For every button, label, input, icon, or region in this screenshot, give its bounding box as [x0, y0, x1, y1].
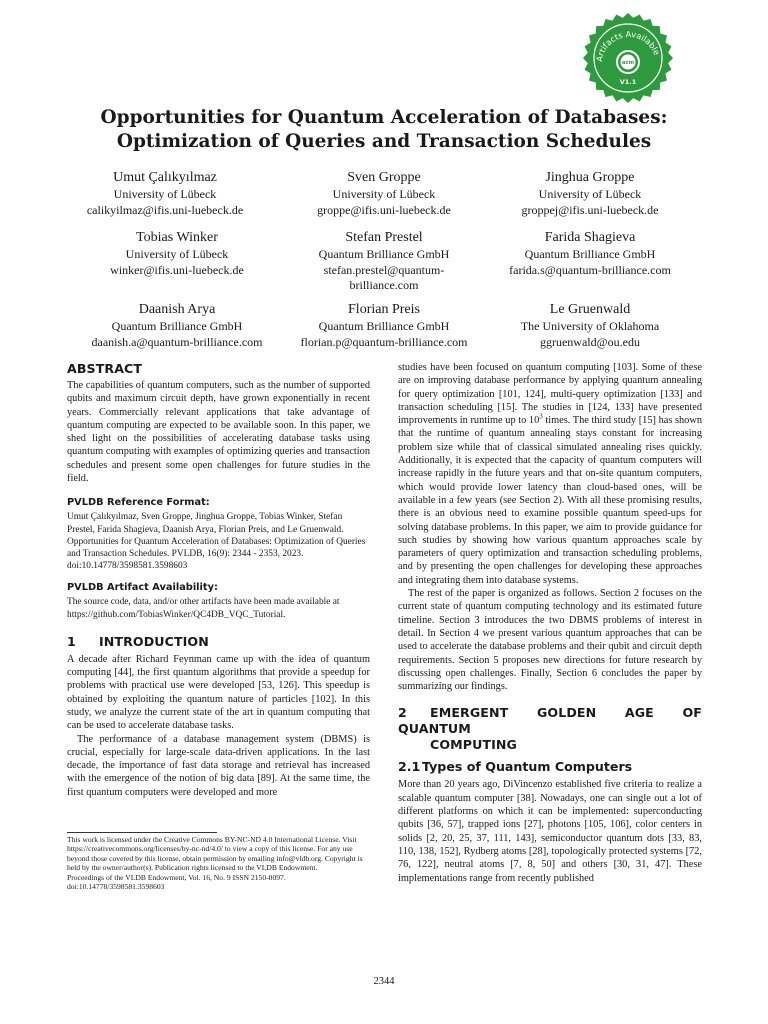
- author-name: Tobias Winker: [136, 230, 218, 245]
- left-column: [67, 361, 370, 799]
- artifacts-available-badge: [582, 12, 674, 104]
- author-block: [269, 169, 499, 218]
- author-name: Le Gruenwald: [549, 302, 631, 317]
- intro-paragraph-1: A decade after Richard Feynman came up with the idea of quantum computing [44], the first quantum algorithms that provide a speedup for problems with practical use were developed [53, 126]. This speedup is obtained by exploiting the quantum nature of particles [102]. In this study, we analyze the current state of the art in quantum computing that can be used to accelerate database tasks.: [67, 653, 370, 732]
- license-footnote: [67, 835, 372, 891]
- right-column: [398, 361, 702, 885]
- author-affiliation: Quantum Brilliance GmbH: [318, 319, 450, 333]
- right-paragraph-1-b: times. The third study [15] has shown that the runtime of quantum annealing stays constant for increasing problem size while that of classical simulated annealing rises quickly. Additionally, it is expected that the capacity of quantum computers will increase rapidly in the future years and that on-site quantum computers, which would provide lower latency than cloud-based ones, will be available in a few years (see Section 2). With all these promising results, there is an obvious need to examine possible quantum speed-ups for solving database problems. In this paper, we aim to provide guidance for such studies by showing how various quantum approaches scale by parameters of query optimization and transaction scheduling problems, and by presenting the open challenges for developing these approaches and integrating them into database systems.: [398, 415, 702, 586]
- reference-format-text: Umut Çalıkyılmaz, Sven Groppe, Jinghua Groppe, Tobias Winker, Stefan Prestel, Farida Shagieva, Daanish Arya, Florian Preis, and Le Gruenwald. Opportunities for Quantum Acceleration of Databases: Optimization of Queries and Transaction Schedules. PVLDB, 16(9): 2344 - 2353, 2023.: [67, 512, 366, 559]
- author-email[interactable]: groppe@ifis.uni-luebeck.de: [317, 202, 451, 217]
- author-block: [62, 229, 292, 278]
- section-number: 2: [398, 705, 407, 721]
- subsection-2-1-heading: [398, 759, 702, 775]
- author-affiliation: Quantum Brilliance GmbH: [111, 319, 243, 333]
- author-affiliation: University of Lübeck: [113, 187, 217, 201]
- author-email[interactable]: calikyilmaz@ifis.uni-luebeck.de: [86, 202, 244, 217]
- author-affiliation: Quantum Brilliance GmbH: [318, 247, 450, 261]
- author-block: [475, 301, 705, 350]
- author-name: Stefan Prestel: [345, 230, 423, 245]
- author-affiliation: University of Lübeck: [538, 187, 642, 201]
- author-affiliation: University of Lübeck: [332, 187, 436, 201]
- footnote-doi[interactable]: doi:10.14778/3598581.3598603: [67, 882, 165, 892]
- title-line-1: Opportunities for Quantum Acceleration of Databases:: [100, 107, 668, 128]
- abstract-heading: ABSTRACT: [67, 361, 143, 376]
- author-name: Farida Shagieva: [544, 230, 636, 245]
- author-email[interactable]: ggruenwald@ou.edu: [539, 334, 641, 349]
- author-block: [50, 169, 280, 218]
- artifact-availability-text: The source code, data, and/or other artifacts have been made available at https://github.com/TobiasWinker/QC4DB_VQC_Tutorial.: [67, 597, 340, 620]
- badge-version-text: V1.1: [619, 78, 637, 86]
- author-email[interactable]: stefan.prestel@quantum-: [323, 262, 445, 277]
- section-2-heading: [398, 705, 702, 753]
- author-affiliation: The University of Oklahoma: [520, 319, 660, 333]
- author-email[interactable]: daanish.a@quantum-brilliance.com: [91, 334, 263, 349]
- author-name: Florian Preis: [348, 302, 420, 317]
- author-name: Umut Çalıkyılmaz: [113, 170, 217, 185]
- author-affiliation: Quantum Brilliance GmbH: [524, 247, 656, 261]
- author-affiliation: University of Lübeck: [125, 247, 229, 261]
- footnote-rule: [67, 832, 217, 833]
- author-email[interactable]: florian.p@quantum-brilliance.com: [300, 334, 468, 349]
- paper-title: [60, 106, 708, 154]
- badge-acm-text: acm: [622, 60, 634, 66]
- page-number: 2344: [373, 976, 395, 987]
- author-email-continued[interactable]: brilliance.com: [349, 278, 419, 292]
- author-block: [269, 229, 499, 294]
- author-block: [475, 229, 705, 278]
- footnote-proceedings: Proceedings of the VLDB Endowment, Vol. 16, No. 9 ISSN 2150-8097.: [67, 872, 286, 882]
- author-name: Sven Groppe: [347, 170, 421, 185]
- subsection-title: Types of Quantum Computers: [422, 759, 633, 775]
- section-1-heading: [67, 634, 370, 650]
- right-paragraph-1: [398, 361, 702, 587]
- right-paragraph-1-a: studies have been focused on quantum computing [103]. Some of these are on improving database performance by applying quantum annealing for query optimization [101, 124], multi-query optimization [133] and transaction scheduling [15]. The studies in [124, 133] have presented improvements in runtime up to 10: [398, 362, 702, 427]
- intro-paragraph-2: The performance of a database management system (DBMS) is crucial, especially for large-scale data-driven applications. In the last decade, the importance of fast data storage and retrieval has increased with the emergence of the notion of big data [89]. At the same time, the first quantum computers were developed and more: [67, 733, 370, 798]
- section-title-line-2: COMPUTING: [430, 737, 517, 753]
- author-email[interactable]: groppej@ifis.uni-luebeck.de: [521, 202, 659, 217]
- footnote-license: This work is licensed under the Creative Commons BY-NC-ND 4.0 International License. Visit https://creativecommons.org/licenses/by-nc-nd/4.0/ to view a copy of this license. For any use beyond those covered by this license, obtain permission by emailing info@vldb.org. Copyright is held by the owner/author(s). Publication rights licensed to the VLDB Endowment.: [67, 835, 363, 873]
- author-name: Daanish Arya: [138, 302, 216, 317]
- superscript-exponent: 3: [539, 412, 543, 421]
- section-title-line-1: EMERGENT GOLDEN AGE OF QUANTUM: [398, 705, 702, 737]
- author-name: Jinghua Groppe: [545, 170, 635, 185]
- author-block: [475, 169, 705, 218]
- reference-format-doi[interactable]: doi:10.14778/3598581.3598603: [67, 561, 188, 572]
- author-email[interactable]: winker@ifis.uni-luebeck.de: [110, 262, 244, 277]
- abstract-text: The capabilities of quantum computers, such as the number of supported qubits and maximum circuit depth, have grown exponentially in recent years. Commercially relevant applications that take advantage of quantum computing are expected to be available soon. In this paper, we shed light on the possibilities of accelerating database tasks using quantum computing with examples of optimizing queries and transaction schedules and present some open challenges for future studies in the field.: [67, 380, 370, 485]
- right-paragraph-3: More than 20 years ago, DiVincenzo established five criteria to realize a scalable quantum computer [38]. Nowadays, one can single out a lot of different platforms on which it can be implemented: superconducting qubits [36, 57], trapped ions [27], photons [105, 106], color centers in solids [2, 20, 25, 37, 111, 143], semiconductor quantum dots [33, 83, 110, 138, 152], Rydberg atoms [28], topologically protected systems [72, 76, 122], neutral atoms [7, 8, 50] and others [30, 31, 47]. These implementations range from recently published: [398, 779, 702, 884]
- author-email[interactable]: farida.s@quantum-brilliance.com: [509, 262, 671, 277]
- badge-arc-text: Artifacts Available: [593, 28, 663, 63]
- section-number: 1: [67, 633, 76, 649]
- reference-format-heading: PVLDB Reference Format:: [67, 497, 210, 509]
- artifact-availability-heading: PVLDB Artifact Availability:: [67, 582, 218, 594]
- author-block: [269, 301, 499, 350]
- title-line-2: Optimization of Queries and Transaction Schedules: [116, 131, 652, 152]
- author-block: [62, 301, 292, 350]
- section-title: INTRODUCTION: [99, 633, 209, 649]
- subsection-number: 2.1: [398, 759, 421, 775]
- right-paragraph-2: The rest of the paper is organized as follows. Section 2 focuses on the current state of quantum computing technology and its estimated future timeline. Section 3 introduces the two DBMS problems of interest in detail. In Section 4 we present various quantum approaches that can be used to accelerate the database problems and their qubit and circuit depth requirements. Section 5 proposes new directions for future research by discussing open challenges. Finally, Section 6 concludes the paper by summarizing our findings.: [398, 588, 702, 693]
